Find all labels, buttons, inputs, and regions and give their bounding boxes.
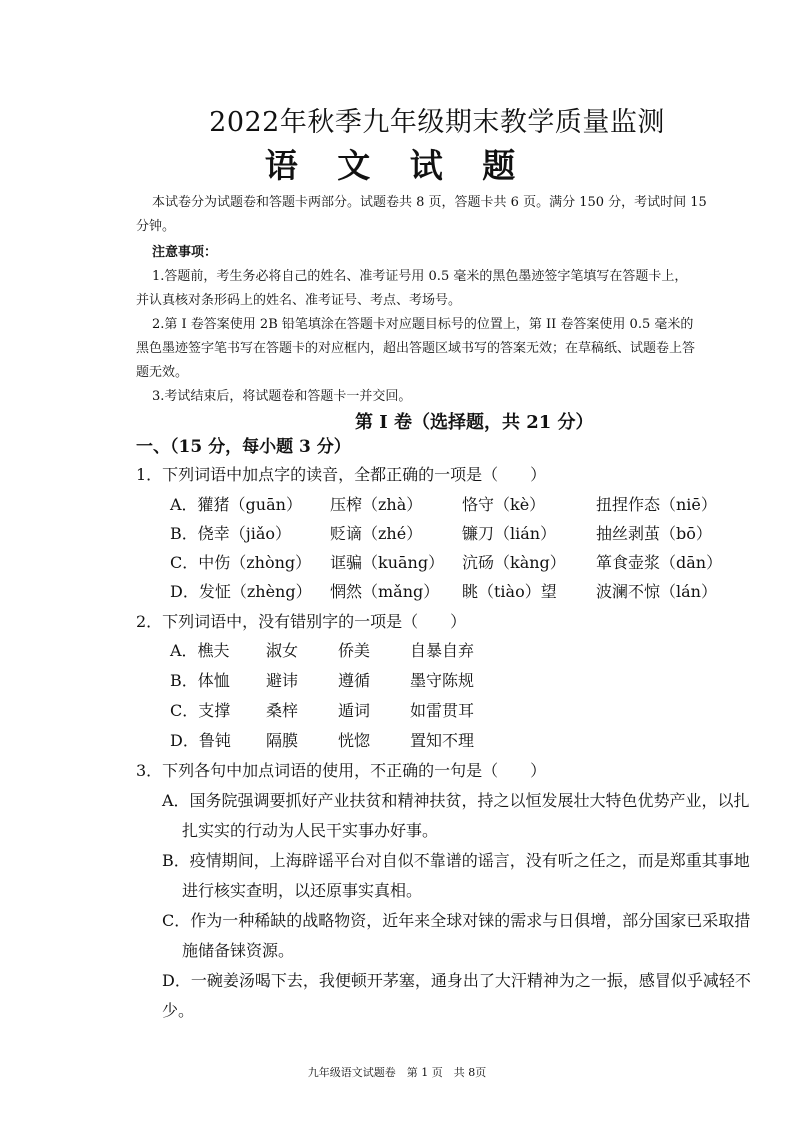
question-3-stem: 3．下列各句中加点词语的使用，不正确的一句是（ ） bbox=[136, 761, 547, 780]
q2-c-item-4: 如雷贯耳 bbox=[410, 701, 475, 720]
q1-a-item-3: 恪守（kè） bbox=[462, 495, 546, 514]
q1-d-item-4: 波澜不惊（lán） bbox=[596, 582, 717, 601]
q1-c-item-4: 箪食壶浆（dān） bbox=[596, 553, 723, 572]
notice-1-line-2: 并认真核对条形码上的姓名、准考证号、考点、考场号。 bbox=[136, 293, 462, 308]
intro-line-2: 分钟。 bbox=[136, 219, 176, 234]
q2-b-item-2: 避讳 bbox=[266, 671, 299, 690]
intro-line-1: 本试卷分为试题卷和答题卡两部分。试题卷共 8 页，答题卡共 6 页。满分 150 分，考试时间 15 bbox=[152, 195, 707, 210]
q1-b-item-3: 镰刀（lián） bbox=[462, 524, 557, 543]
q3-option-d-line-1: D．一碗姜汤喝下去，我便顿开茅塞，通身出了大汗精神为之一振，感冒似乎减轻不 bbox=[162, 971, 751, 990]
q3-option-c-line-2: 施储备铼资源。 bbox=[182, 941, 295, 960]
q2-a-item-2: 淑女 bbox=[266, 641, 299, 660]
notice-1-line-1: 1.答题前，考生务必将自己的姓名、准考证号用 0.5 毫米的黑色墨迹签字笔填写在答题卡上， bbox=[152, 269, 688, 284]
q1-a-item-1: A．獾猪（guān） bbox=[170, 495, 302, 514]
q1-d-item-3: 眺（tiào）望 bbox=[462, 582, 557, 601]
q3-option-b-line-2: 进行核实查明，以还原事实真相。 bbox=[182, 881, 423, 900]
q2-d-item-2: 隔膜 bbox=[266, 731, 299, 750]
notice-3: 3.考试结束后，将试题卷和答题卡一并交回。 bbox=[152, 389, 412, 404]
subject-title: 语 文 试 题 bbox=[264, 146, 530, 185]
q2-c-item-1: C．支撑 bbox=[170, 701, 231, 720]
notice-2-line-1: 2.第 I 卷答案使用 2B 铅笔填涂在答题卡对应题目标号的位置上，第 II 卷答案使用 0.5 毫米的 bbox=[152, 317, 694, 332]
q1-b-item-4: 抽丝剥茧（bō） bbox=[596, 524, 712, 543]
q2-c-item-2: 桑梓 bbox=[266, 701, 299, 720]
q2-d-item-4: 置知不理 bbox=[410, 731, 475, 750]
q3-option-a-line-2: 扎实实的行动为人民干实事办好事。 bbox=[182, 821, 439, 840]
q1-c-item-1: C．中伤（zhòng） bbox=[170, 553, 312, 572]
q2-b-item-3: 遵循 bbox=[338, 671, 371, 690]
q1-a-item-4: 扭捏作态（niē） bbox=[596, 495, 717, 514]
q2-a-item-3: 侨美 bbox=[338, 641, 371, 660]
q2-a-item-1: A．樵夫 bbox=[170, 641, 230, 660]
part-1-title: 第 I 卷（选择题，共 21 分） bbox=[355, 412, 594, 433]
q1-c-item-2: 诓骗（kuāng） bbox=[330, 553, 445, 572]
exam-title: 2022年秋季九年级期末教学质量监测 bbox=[209, 107, 665, 138]
q2-d-item-3: 恍惚 bbox=[338, 731, 371, 750]
q1-b-item-1: B．侥幸（jiǎo） bbox=[170, 524, 292, 543]
q1-b-item-2: 贬谪（zhé） bbox=[330, 524, 423, 543]
question-2-stem: 2．下列词语中，没有错别字的一项是（ ） bbox=[136, 612, 467, 631]
q2-b-item-1: B．体恤 bbox=[170, 671, 230, 690]
question-1-stem: 1．下列词语中加点字的读音，全都正确的一项是（ ） bbox=[136, 465, 547, 484]
q2-d-item-1: D．鲁钝 bbox=[170, 731, 231, 750]
page-footer: 九年级语文试题卷 第 1 页 共 8页 bbox=[307, 1066, 487, 1079]
notice-title: 注意事项： bbox=[152, 245, 218, 260]
notice-2-line-2: 黑色墨迹签字笔书写在答题卡的对应框内，超出答题区域书写的答案无效；在草稿纸、试题卷上答 bbox=[136, 341, 696, 356]
q1-a-item-2: 压榨（zhà） bbox=[330, 495, 423, 514]
q1-d-item-2: 惘然（mǎng） bbox=[330, 582, 440, 601]
q3-option-d-line-2: 少。 bbox=[162, 1001, 195, 1020]
q2-b-item-4: 墨守陈规 bbox=[410, 671, 475, 690]
notice-2-line-3: 题无效。 bbox=[136, 365, 189, 380]
section-1-heading: 一、（15 分，每小题 3 分） bbox=[136, 437, 351, 457]
q1-d-item-1: D．发怔（zhèng） bbox=[170, 582, 312, 601]
q3-option-b-line-1: B．疫情期间，上海辟谣平台对自似不靠谱的谣言，没有听之任之，而是郑重其事地 bbox=[162, 851, 750, 870]
q3-option-a-line-1: A．国务院强调要抓好产业扶贫和精神扶贫，持之以恒发展壮大特色优势产业，以扎 bbox=[162, 791, 750, 810]
q2-a-item-4: 自暴自弃 bbox=[410, 641, 475, 660]
q3-option-c-line-1: C．作为一种稀缺的战略物资，近年来全球对铼的需求与日俱增，部分国家已采取措 bbox=[162, 911, 751, 930]
q1-c-item-3: 沆砀（kàng） bbox=[462, 553, 566, 572]
q2-c-item-3: 遁词 bbox=[338, 701, 371, 720]
